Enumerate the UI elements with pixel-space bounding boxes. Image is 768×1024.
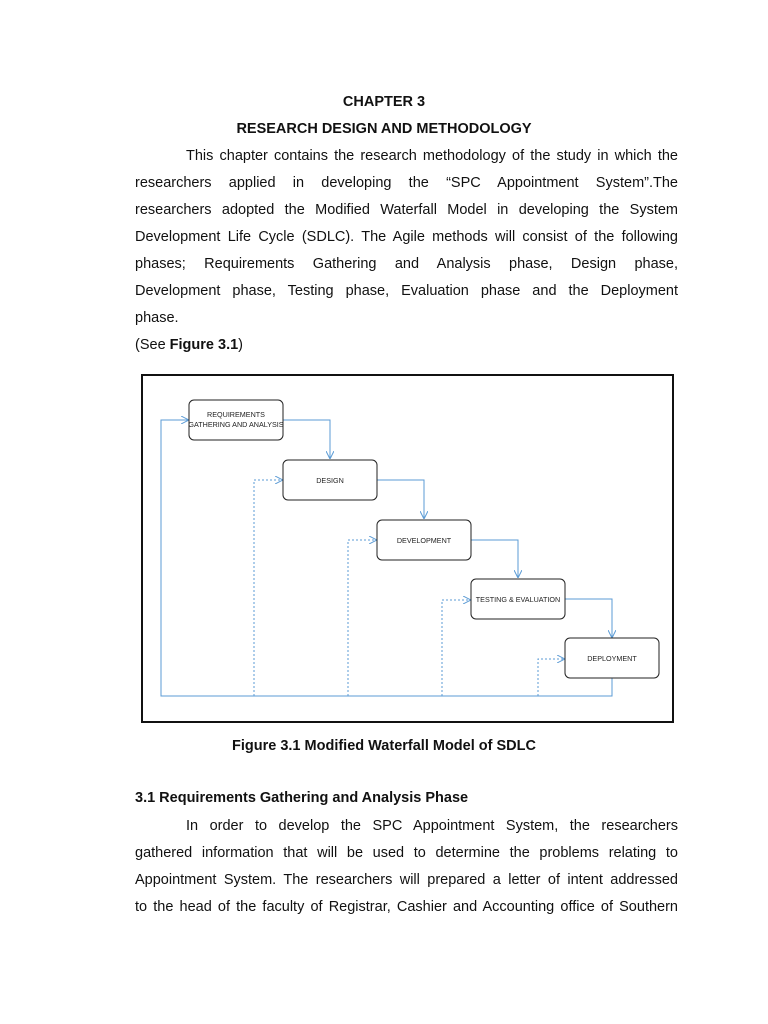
arrow-testing-to-deploy xyxy=(564,599,612,637)
phase-box-deployment xyxy=(565,638,659,678)
paragraph-line: In order to develop the SPC Appointment System, the researchers xyxy=(186,818,678,834)
chapter-title: RESEARCH DESIGN AND METHODOLOGY xyxy=(236,121,532,137)
waterfall-diagram xyxy=(143,376,672,721)
phase-box-development xyxy=(377,520,471,560)
paragraph-line: Appointment System. The researchers will prepared a letter of intent addressed xyxy=(135,872,678,888)
dotted-arrow-to-design xyxy=(254,480,282,696)
paragraph-line: phase. xyxy=(135,310,179,326)
box-label: DEVELOPMENT xyxy=(396,536,452,545)
figure-link: Figure 3.1 xyxy=(169,337,239,353)
arrow-design-to-dev xyxy=(377,480,424,518)
box-label: DESIGN xyxy=(316,476,344,485)
paragraph-line: researchers applied in developing the “SPC Appointment System”.The xyxy=(135,175,678,191)
phase-box-design xyxy=(283,460,377,500)
figure-frame xyxy=(141,374,674,723)
figure-reference xyxy=(135,335,243,355)
phase-box-testing xyxy=(471,579,565,619)
box-label: GATHERING AND ANALYSIS xyxy=(188,420,284,429)
paragraph-line: phases; Requirements Gathering and Analysis phase, Design phase, xyxy=(135,256,678,272)
arrow-dev-to-testing xyxy=(471,540,518,577)
paragraph-line: researchers adopted the Modified Waterfall Model in developing the System xyxy=(135,202,678,218)
dotted-arrow-to-deployment xyxy=(538,659,564,696)
dotted-arrow-to-development xyxy=(348,540,376,696)
chapter-number: CHAPTER 3 xyxy=(342,94,426,110)
paragraph-line: Development phase, Testing phase, Evaluation phase and the Deployment xyxy=(135,283,678,299)
arrow-req-to-design xyxy=(283,420,330,458)
phase-box-requirements xyxy=(188,400,283,440)
see-prefix: (See xyxy=(135,337,170,353)
paragraph-line: gathered information that will be used to determine the problems relating to xyxy=(135,845,678,861)
box-label: TESTING & EVALUATION xyxy=(475,595,561,604)
dotted-arrow-to-testing xyxy=(442,600,470,696)
figure-caption: Figure 3.1 Modified Waterfall Model of SDLC xyxy=(232,738,536,754)
paragraph-line: Development Life Cycle (SDLC). The Agile methods will consist of the following xyxy=(135,229,678,245)
see-suffix: ) xyxy=(238,337,244,353)
box-label: DEPLOYMENT xyxy=(587,654,637,663)
paragraph-line: This chapter contains the research methodology of the study in which the xyxy=(186,148,678,164)
paragraph-line: to the head of the faculty of Registrar, Cashier and Accounting office of Southern xyxy=(135,899,678,915)
box-label: REQUIREMENTS xyxy=(207,410,265,419)
section-heading: 3.1 Requirements Gathering and Analysis Phase xyxy=(135,790,469,806)
